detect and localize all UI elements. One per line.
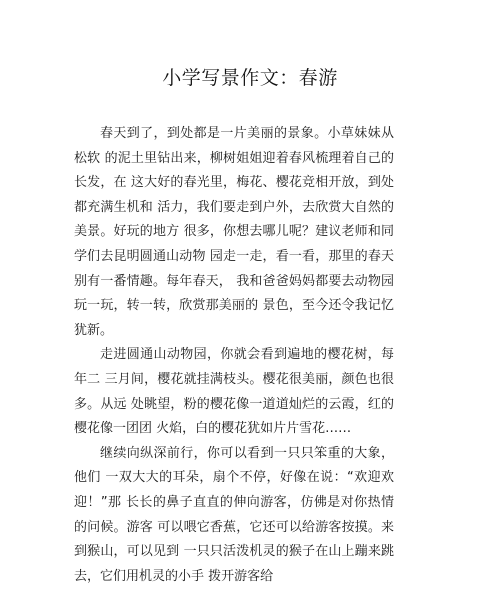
- paragraph-2: 走进圆通山动物园，你就会看到遍地的樱花树，每年二 三月间，樱花就挂满枝头。樱花很美丽，颜色也很多。从远 处眺望，粉的樱花像一道道灿烂的云霞，红的樱花像一团团 火焰，白的樱花犹如片片雪花……: [74, 347, 394, 437]
- document-title: 小学写景作文：春游: [162, 67, 338, 89]
- paragraph-1: 春天到了，到处都是一片美丽的景象。小草妹妹从松软 的泥土里钻出来，柳树姐姐迎着春风梳理着自己的长发，在 这大好的春光里，梅花、樱花竞相开放，到处都充满生机和 活力，我们要走到户外，去欣赏大自然的美景。好玩的地方 很多，你想去哪儿呢？建议老师和同学们去昆明圆通山动物 园走一走，看一看，那里的春天别有一番情趣。每年春天， 我和爸爸妈妈都要去动物园玩一玩，转一转，欣赏那美丽的 景色，至今还令我记忆犹新。: [74, 126, 394, 338]
- paragraph-3: 继续向纵深前行，你可以看到一只只笨重的大象，他们 一双大大的耳朵，扇个不停，好像在说：“欢迎欢迎！”那 长长的鼻子直直的伸向游客，仿佛是对你热情的问候。游客 可以喂它香蕉，它还可以给游客按摸。来到猴山，可以见到 一只只活泼机灵的猴子在山上蹦来跳去，它们用机灵的小手 拨开游客给: [74, 445, 394, 584]
- document-body: [74, 122, 394, 589]
